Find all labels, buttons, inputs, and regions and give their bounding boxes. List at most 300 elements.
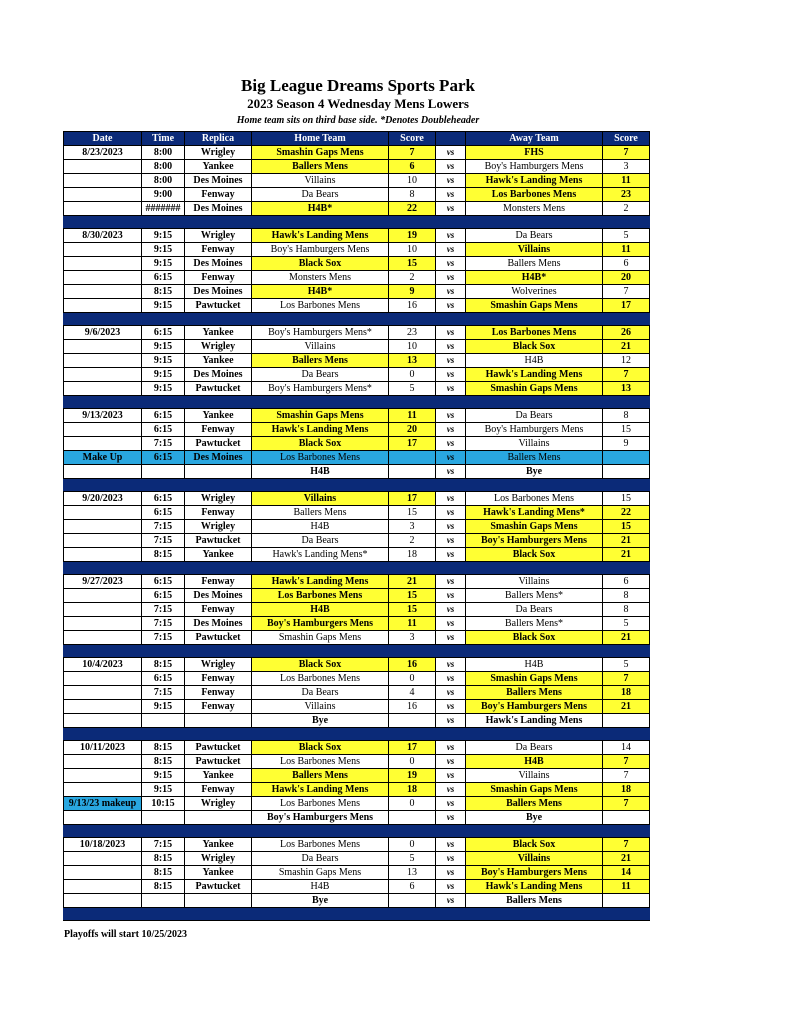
replica-cell: Des Moines [185, 285, 252, 299]
col-header-vs [436, 132, 466, 146]
date-cell [64, 534, 142, 548]
time-cell [142, 811, 185, 825]
home-score-cell: 6 [389, 160, 436, 174]
replica-cell: Wrigley [185, 229, 252, 243]
vs-cell: vs [436, 285, 466, 299]
away-team-cell: Ballers Mens* [466, 589, 603, 603]
vs-cell: vs [436, 146, 466, 160]
date-cell: 8/30/2023 [64, 229, 142, 243]
home-score-cell: 15 [389, 589, 436, 603]
time-cell: 6:15 [142, 492, 185, 506]
home-score-cell [389, 894, 436, 908]
home-score-cell [389, 465, 436, 479]
away-team-cell: Boy's Hamburgers Mens [466, 866, 603, 880]
vs-cell: vs [436, 257, 466, 271]
col-header-time: Time [142, 132, 185, 146]
home-score-cell: 20 [389, 423, 436, 437]
replica-cell: Fenway [185, 575, 252, 589]
home-score-cell: 18 [389, 783, 436, 797]
home-score-cell: 15 [389, 506, 436, 520]
week-separator-bar [64, 216, 650, 229]
home-score-cell: 0 [389, 755, 436, 769]
away-score-cell: 17 [603, 299, 650, 313]
table-row [64, 838, 650, 852]
vs-cell: vs [436, 382, 466, 396]
replica-cell: Des Moines [185, 617, 252, 631]
away-score-cell: 7 [603, 838, 650, 852]
away-team-cell: Smashin Gaps Mens [466, 382, 603, 396]
away-score-cell: 3 [603, 160, 650, 174]
week-separator [64, 908, 650, 921]
home-score-cell: 0 [389, 368, 436, 382]
home-score-cell: 17 [389, 492, 436, 506]
home-team-cell: Black Sox [252, 741, 389, 755]
home-score-cell: 0 [389, 672, 436, 686]
away-score-cell: 6 [603, 257, 650, 271]
vs-cell: vs [436, 188, 466, 202]
replica-cell: Pawtucket [185, 437, 252, 451]
table-row [64, 465, 650, 479]
home-score-cell: 21 [389, 575, 436, 589]
date-cell: Make Up [64, 451, 142, 465]
away-team-cell: Da Bears [466, 603, 603, 617]
time-cell: 8:15 [142, 755, 185, 769]
home-team-cell: Bye [252, 714, 389, 728]
time-cell [142, 894, 185, 908]
away-team-cell: Bye [466, 465, 603, 479]
vs-cell: vs [436, 686, 466, 700]
col-header-home-team: Home Team [252, 132, 389, 146]
week-separator-bar [64, 645, 650, 658]
away-score-cell: 21 [603, 631, 650, 645]
away-score-cell: 21 [603, 700, 650, 714]
replica-cell [185, 714, 252, 728]
vs-cell: vs [436, 520, 466, 534]
home-team-cell: Villains [252, 340, 389, 354]
table-row [64, 880, 650, 894]
home-score-cell: 18 [389, 548, 436, 562]
replica-cell: Pawtucket [185, 382, 252, 396]
replica-cell: Wrigley [185, 492, 252, 506]
home-score-cell: 5 [389, 852, 436, 866]
home-score-cell: 7 [389, 146, 436, 160]
home-team-cell: Da Bears [252, 188, 389, 202]
away-score-cell: 15 [603, 520, 650, 534]
date-cell [64, 589, 142, 603]
table-row [64, 409, 650, 423]
home-score-cell: 2 [389, 271, 436, 285]
home-team-cell: H4B [252, 880, 389, 894]
time-cell: 7:15 [142, 603, 185, 617]
home-team-cell: Black Sox [252, 437, 389, 451]
away-score-cell: 21 [603, 534, 650, 548]
vs-cell: vs [436, 783, 466, 797]
away-team-cell: Smashin Gaps Mens [466, 520, 603, 534]
home-score-cell: 16 [389, 658, 436, 672]
away-team-cell: FHS [466, 146, 603, 160]
vs-cell: vs [436, 741, 466, 755]
home-score-cell [389, 714, 436, 728]
away-score-cell: 7 [603, 797, 650, 811]
home-team-cell: Ballers Mens [252, 354, 389, 368]
table-row [64, 714, 650, 728]
away-score-cell: 15 [603, 492, 650, 506]
vs-cell: vs [436, 548, 466, 562]
date-cell [64, 548, 142, 562]
page-note: Home team sits on third base side. *Denotes Doubleheader [236, 115, 480, 126]
time-cell: 8:15 [142, 866, 185, 880]
replica-cell: Wrigley [185, 852, 252, 866]
week-separator [64, 728, 650, 741]
date-cell: 10/4/2023 [64, 658, 142, 672]
time-cell: 8:15 [142, 852, 185, 866]
date-cell [64, 631, 142, 645]
home-team-cell: Boy's Hamburgers Mens [252, 617, 389, 631]
vs-cell: vs [436, 160, 466, 174]
col-header-away-score: Score [603, 132, 650, 146]
away-team-cell: Hawk's Landing Mens [466, 880, 603, 894]
home-team-cell: Boy's Hamburgers Mens* [252, 382, 389, 396]
replica-cell: Fenway [185, 672, 252, 686]
table-row [64, 229, 650, 243]
away-team-cell: Da Bears [466, 229, 603, 243]
away-team-cell: Black Sox [466, 838, 603, 852]
home-score-cell: 0 [389, 838, 436, 852]
home-score-cell: 2 [389, 534, 436, 548]
date-cell: 9/6/2023 [64, 326, 142, 340]
time-cell: 9:15 [142, 382, 185, 396]
away-score-cell [603, 894, 650, 908]
col-header-replica: Replica [185, 132, 252, 146]
vs-cell: vs [436, 838, 466, 852]
away-team-cell: Boy's Hamburgers Mens [466, 160, 603, 174]
vs-cell: vs [436, 368, 466, 382]
time-cell: 6:15 [142, 423, 185, 437]
table-row [64, 797, 650, 811]
vs-cell: vs [436, 852, 466, 866]
vs-cell: vs [436, 894, 466, 908]
replica-cell: Pawtucket [185, 534, 252, 548]
replica-cell: Pawtucket [185, 755, 252, 769]
away-score-cell: 13 [603, 382, 650, 396]
week-separator [64, 396, 650, 409]
time-cell: 9:15 [142, 700, 185, 714]
col-header-date: Date [64, 132, 142, 146]
date-cell [64, 880, 142, 894]
col-header-away-team: Away Team [466, 132, 603, 146]
home-score-cell [389, 811, 436, 825]
away-team-cell: Ballers Mens* [466, 617, 603, 631]
time-cell: 9:15 [142, 257, 185, 271]
vs-cell: vs [436, 866, 466, 880]
replica-cell: Fenway [185, 423, 252, 437]
away-team-cell: Da Bears [466, 409, 603, 423]
replica-cell: Des Moines [185, 368, 252, 382]
table-row [64, 202, 650, 216]
date-cell [64, 894, 142, 908]
home-team-cell: Boy's Hamburgers Mens* [252, 326, 389, 340]
home-team-cell: Ballers Mens [252, 506, 389, 520]
time-cell: 8:00 [142, 146, 185, 160]
away-team-cell: Boy's Hamburgers Mens [466, 534, 603, 548]
replica-cell: Fenway [185, 271, 252, 285]
home-team-cell: H4B [252, 603, 389, 617]
vs-cell: vs [436, 658, 466, 672]
time-cell: 6:15 [142, 589, 185, 603]
vs-cell: vs [436, 423, 466, 437]
away-score-cell: 26 [603, 326, 650, 340]
home-score-cell: 10 [389, 340, 436, 354]
vs-cell: vs [436, 700, 466, 714]
table-row [64, 520, 650, 534]
home-score-cell: 23 [389, 326, 436, 340]
home-team-cell: Da Bears [252, 686, 389, 700]
replica-cell: Yankee [185, 409, 252, 423]
table-row [64, 285, 650, 299]
home-score-cell: 8 [389, 188, 436, 202]
home-team-cell: H4B [252, 465, 389, 479]
table-row [64, 589, 650, 603]
away-score-cell: 7 [603, 672, 650, 686]
away-score-cell: 21 [603, 340, 650, 354]
table-row [64, 672, 650, 686]
vs-cell: vs [436, 174, 466, 188]
vs-cell: vs [436, 465, 466, 479]
home-team-cell: Smashin Gaps Mens [252, 146, 389, 160]
home-team-cell: Da Bears [252, 534, 389, 548]
away-team-cell: Wolverines [466, 285, 603, 299]
date-cell: 10/11/2023 [64, 741, 142, 755]
vs-cell: vs [436, 202, 466, 216]
home-score-cell: 22 [389, 202, 436, 216]
home-team-cell: Los Barbones Mens [252, 755, 389, 769]
table-row [64, 160, 650, 174]
replica-cell: Fenway [185, 783, 252, 797]
home-team-cell: Black Sox [252, 658, 389, 672]
home-score-cell: 19 [389, 229, 436, 243]
home-score-cell: 15 [389, 257, 436, 271]
away-team-cell: Boy's Hamburgers Mens [466, 700, 603, 714]
replica-cell: Des Moines [185, 174, 252, 188]
time-cell: 8:15 [142, 548, 185, 562]
week-separator-bar [64, 562, 650, 575]
time-cell: 7:15 [142, 437, 185, 451]
vs-cell: vs [436, 672, 466, 686]
time-cell: 7:15 [142, 534, 185, 548]
away-team-cell: H4B* [466, 271, 603, 285]
table-row [64, 257, 650, 271]
home-team-cell: Los Barbones Mens [252, 672, 389, 686]
away-team-cell: H4B [466, 354, 603, 368]
table-row [64, 146, 650, 160]
date-cell [64, 271, 142, 285]
table-row [64, 506, 650, 520]
table-row [64, 658, 650, 672]
date-cell [64, 188, 142, 202]
home-team-cell: Black Sox [252, 257, 389, 271]
home-score-cell: 16 [389, 299, 436, 313]
replica-cell: Yankee [185, 838, 252, 852]
away-score-cell: 8 [603, 409, 650, 423]
away-score-cell: 7 [603, 285, 650, 299]
date-cell [64, 866, 142, 880]
date-cell [64, 382, 142, 396]
home-score-cell: 11 [389, 409, 436, 423]
replica-cell: Des Moines [185, 589, 252, 603]
away-score-cell: 5 [603, 658, 650, 672]
away-score-cell: 21 [603, 548, 650, 562]
table-row [64, 700, 650, 714]
away-team-cell: Villains [466, 437, 603, 451]
away-team-cell: Smashin Gaps Mens [466, 299, 603, 313]
away-team-cell: Ballers Mens [466, 451, 603, 465]
table-row [64, 451, 650, 465]
replica-cell [185, 465, 252, 479]
table-row [64, 423, 650, 437]
table-row [64, 368, 650, 382]
away-team-cell: Los Barbones Mens [466, 492, 603, 506]
time-cell [142, 465, 185, 479]
vs-cell: vs [436, 714, 466, 728]
time-cell: 9:15 [142, 299, 185, 313]
table-row [64, 271, 650, 285]
home-team-cell: Boy's Hamburgers Mens [252, 243, 389, 257]
date-cell [64, 257, 142, 271]
vs-cell: vs [436, 755, 466, 769]
home-team-cell: H4B* [252, 285, 389, 299]
away-score-cell: 18 [603, 783, 650, 797]
away-team-cell: Villains [466, 852, 603, 866]
home-team-cell: Smashin Gaps Mens [252, 631, 389, 645]
vs-cell: vs [436, 437, 466, 451]
away-score-cell: 21 [603, 852, 650, 866]
table-row [64, 603, 650, 617]
home-score-cell: 9 [389, 285, 436, 299]
date-cell [64, 506, 142, 520]
away-score-cell: 15 [603, 423, 650, 437]
away-score-cell: 14 [603, 741, 650, 755]
away-team-cell: Boy's Hamburgers Mens [466, 423, 603, 437]
time-cell: 9:15 [142, 354, 185, 368]
vs-cell: vs [436, 575, 466, 589]
table-row [64, 174, 650, 188]
table-row [64, 866, 650, 880]
date-cell [64, 811, 142, 825]
date-cell [64, 714, 142, 728]
time-cell: 6:15 [142, 409, 185, 423]
date-cell: 10/18/2023 [64, 838, 142, 852]
table-row [64, 811, 650, 825]
time-cell: 8:15 [142, 658, 185, 672]
home-team-cell: Boy's Hamburgers Mens [252, 811, 389, 825]
away-team-cell: Los Barbones Mens [466, 326, 603, 340]
table-row [64, 741, 650, 755]
date-cell: 8/23/2023 [64, 146, 142, 160]
home-team-cell: Hawk's Landing Mens [252, 783, 389, 797]
away-score-cell: 9 [603, 437, 650, 451]
replica-cell: Yankee [185, 354, 252, 368]
away-team-cell: Bye [466, 811, 603, 825]
away-score-cell: 14 [603, 866, 650, 880]
home-team-cell: Villains [252, 700, 389, 714]
table-row [64, 188, 650, 202]
page-title: Big League Dreams Sports Park [241, 76, 475, 95]
time-cell: 8:00 [142, 160, 185, 174]
away-score-cell [603, 465, 650, 479]
replica-cell: Des Moines [185, 202, 252, 216]
date-cell [64, 299, 142, 313]
away-team-cell: H4B [466, 755, 603, 769]
replica-cell: Pawtucket [185, 299, 252, 313]
vs-cell: vs [436, 243, 466, 257]
away-team-cell: Hawk's Landing Mens [466, 714, 603, 728]
table-row [64, 299, 650, 313]
away-team-cell: Hawk's Landing Mens* [466, 506, 603, 520]
week-separator [64, 216, 650, 229]
time-cell: 6:15 [142, 575, 185, 589]
week-separator [64, 645, 650, 658]
home-team-cell: Smashin Gaps Mens [252, 409, 389, 423]
away-team-cell: Ballers Mens [466, 686, 603, 700]
replica-cell: Fenway [185, 603, 252, 617]
home-team-cell: Hawk's Landing Mens [252, 575, 389, 589]
replica-cell: Yankee [185, 160, 252, 174]
time-cell: 6:15 [142, 451, 185, 465]
away-score-cell: 7 [603, 368, 650, 382]
replica-cell: Des Moines [185, 257, 252, 271]
home-team-cell: Da Bears [252, 368, 389, 382]
date-cell [64, 520, 142, 534]
home-team-cell: Bye [252, 894, 389, 908]
time-cell: 6:15 [142, 326, 185, 340]
home-team-cell: Los Barbones Mens [252, 589, 389, 603]
vs-cell: vs [436, 299, 466, 313]
home-score-cell: 10 [389, 174, 436, 188]
week-separator-bar [64, 908, 650, 921]
replica-cell: Fenway [185, 243, 252, 257]
home-team-cell: Villains [252, 174, 389, 188]
replica-cell: Pawtucket [185, 880, 252, 894]
home-score-cell: 13 [389, 354, 436, 368]
replica-cell: Wrigley [185, 340, 252, 354]
replica-cell: Wrigley [185, 520, 252, 534]
vs-cell: vs [436, 409, 466, 423]
time-cell: ####### [142, 202, 185, 216]
vs-cell: vs [436, 631, 466, 645]
week-separator-bar [64, 728, 650, 741]
table-row [64, 686, 650, 700]
home-team-cell: Ballers Mens [252, 160, 389, 174]
replica-cell: Fenway [185, 686, 252, 700]
home-team-cell: Monsters Mens [252, 271, 389, 285]
table-row [64, 492, 650, 506]
table-row [64, 354, 650, 368]
table-row [64, 243, 650, 257]
away-score-cell: 11 [603, 174, 650, 188]
away-score-cell: 5 [603, 229, 650, 243]
time-cell: 8:00 [142, 174, 185, 188]
away-score-cell: 18 [603, 686, 650, 700]
table-row [64, 575, 650, 589]
date-cell [64, 174, 142, 188]
home-team-cell: Hawk's Landing Mens [252, 423, 389, 437]
time-cell: 9:15 [142, 340, 185, 354]
home-score-cell: 16 [389, 700, 436, 714]
home-team-cell: Los Barbones Mens [252, 451, 389, 465]
date-cell [64, 465, 142, 479]
vs-cell: vs [436, 451, 466, 465]
away-team-cell: Ballers Mens [466, 894, 603, 908]
